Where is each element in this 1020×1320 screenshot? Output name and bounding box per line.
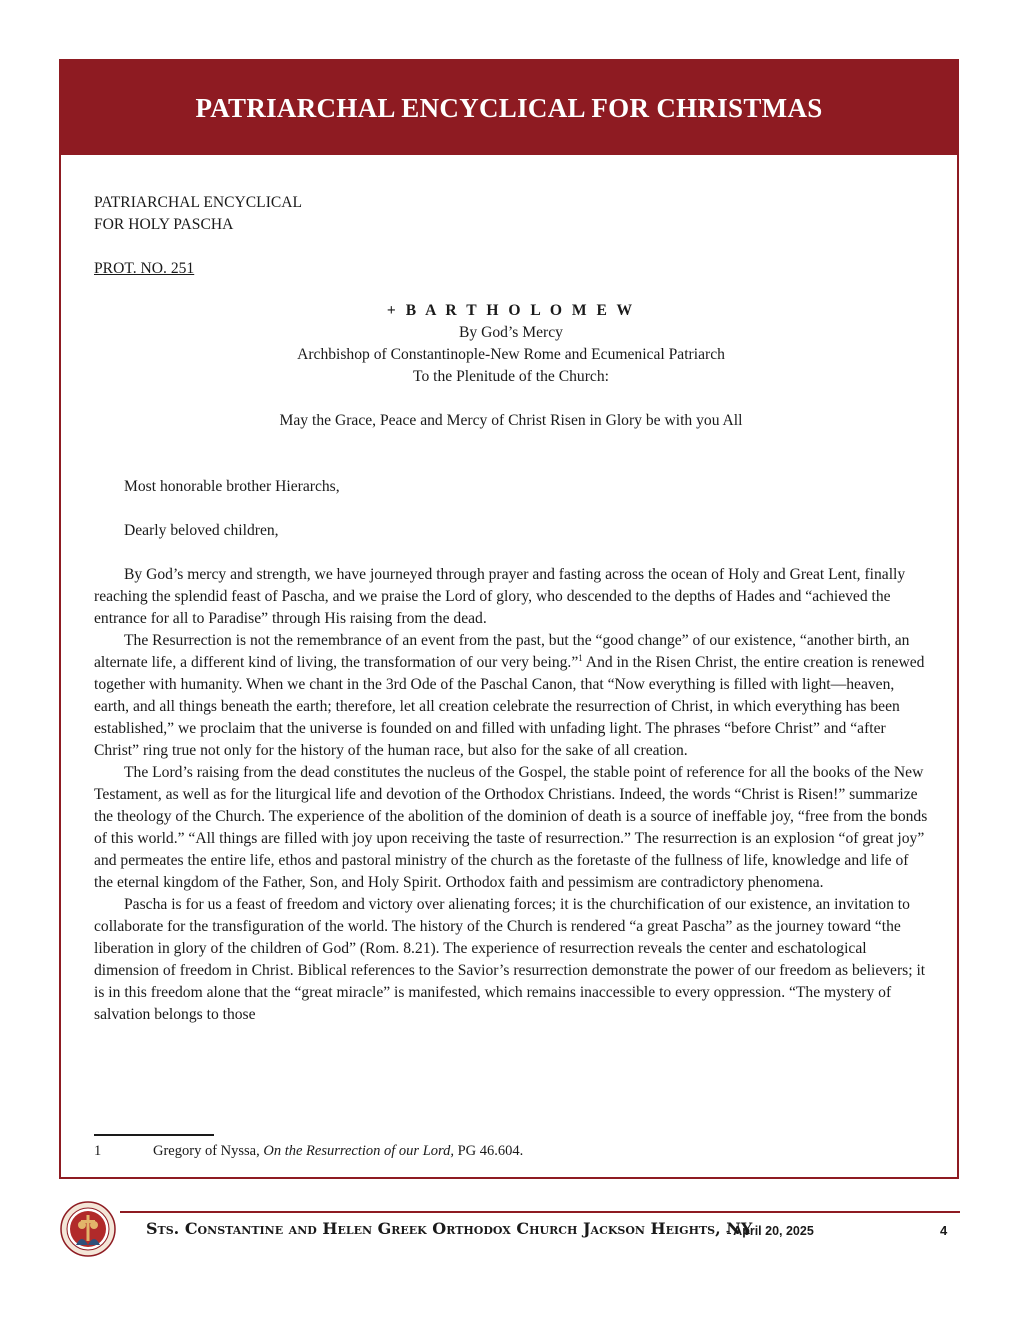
title-banner — [61, 61, 957, 155]
footnote-text — [153, 1141, 523, 1161]
author-name: + B A R T H O L O M E W — [386, 302, 636, 319]
footnote-number: 1 — [94, 1143, 102, 1159]
footer-divider — [120, 1211, 960, 1213]
paragraph — [94, 630, 928, 762]
author-line-3: To the Plenitude of the Church: — [413, 368, 609, 385]
paragraph: By God’s mercy and strength, we have journeyed through prayer and fasting across the ocean of Holy and Great Lent, finally reaching the splendid feast of Pascha, and we praise the Lord of glory, who descended to the depths of Hades and “achieved the entrance for all to Paradise” through His raising from the dead. — [94, 566, 906, 627]
author-line-1: By God’s Mercy — [459, 324, 563, 341]
footnote-ref: 1 — [578, 652, 583, 663]
footnote-title: On the Resurrection of our Lord, — [263, 1143, 454, 1159]
body-text — [94, 564, 928, 1026]
footnote — [94, 1141, 924, 1161]
banner-title: PATRIARCHAL ENCYCLICAL FOR CHRISTMAS — [195, 92, 823, 123]
footnote-author: Gregory of Nyssa, — [153, 1143, 264, 1159]
author-line-2: Archbishop of Constantinople-New Rome and Ecumenical Patriarch — [297, 346, 725, 363]
author-block — [94, 300, 928, 432]
salutation-children: Dearly beloved children, — [124, 522, 279, 539]
paragraph: The Lord’s raising from the dead constitutes the nucleus of the Gospel, the stable point of reference for all the books of the New Testament, as well as for the liturgical life and devotion of the Orthodox Christians. Indeed, the words “Christ is Risen!” summarize the theology of the Church. The experience of the abolition of the dominion of death is a source of ineffable joy, “free from the bonds of this world.” “All things are filled with joy upon receiving the taste of resurrection.” The resurrection is an explosion “of great joy” and permeates the entire life, ethos and pastoral ministry of the church as the foretaste of the fullness of life, knowledge and life of the eternal kingdom of the Father, Son, and Holy Spirit. Orthodox faith and pessimism are contradictory phenomena. — [94, 764, 928, 891]
greeting: May the Grace, Peace and Mercy of Christ Risen in Glory be with you All — [279, 412, 743, 429]
footnote-reference: PG 46.604. — [453, 1143, 524, 1159]
protocol-number: PROT. NO. 251 — [94, 260, 195, 277]
footer-date: - April 20, 2025 — [726, 1224, 814, 1238]
heading-line-1: PATRIARCHAL ENCYCLICAL — [94, 194, 303, 211]
footer-church-name: Sts. Constantine and Helen Greek Orthodox Church Jackson Heights, NY — [146, 1219, 753, 1238]
church-seal-icon — [60, 1201, 116, 1257]
page-number: 4 — [940, 1223, 948, 1238]
footnote-divider — [94, 1134, 214, 1136]
salutation-hierarchs: Most honorable brother Hierarchs, — [124, 478, 340, 495]
paragraph-text: The Resurrection is not the remembrance of an event from the past, but the “good change” of our existence, “another birth, an alternate life, a different kind of living, the transformation of our very being.” — [94, 632, 910, 671]
paragraph-text-cont: And in the Risen Christ, the entire creation is renewed together with humanity. When we chant in the 3rd Ode of the Paschal Canon, that “Now everything is filled with light—heaven, earth, and all things beneath the earth; therefore, let all creation celebrate the resurrection of Christ, in which everything has been established,” we proclaim that the universe is founded on and filled with unfading light. The phrases “before Christ” and “after Christ” ring true not only for the history of the human race, but also for the sake of all creation. — [94, 654, 925, 759]
encyclical-content — [94, 192, 928, 1026]
paragraph: Pascha is for us a feast of freedom and victory over alienating forces; it is the churchification of our existence, an invitation to collaborate for the transfiguration of the world. The history of the Church is rendered “a great Pascha” as the journey toward “the liberation in glory of the children of God” (Rom. 8.21). The experience of resurrection reveals the center and eschatological dimension of freedom in Christ. Biblical references to the Savior’s resurrection demonstrate the power of our freedom as believers; it is in this freedom alone that the “great miracle” is manifested, which remains inaccessible to every oppression. “The mystery of salvation belongs to those — [94, 896, 926, 1023]
encyclical-heading — [94, 192, 928, 236]
heading-line-2: FOR HOLY PASCHA — [94, 216, 234, 233]
